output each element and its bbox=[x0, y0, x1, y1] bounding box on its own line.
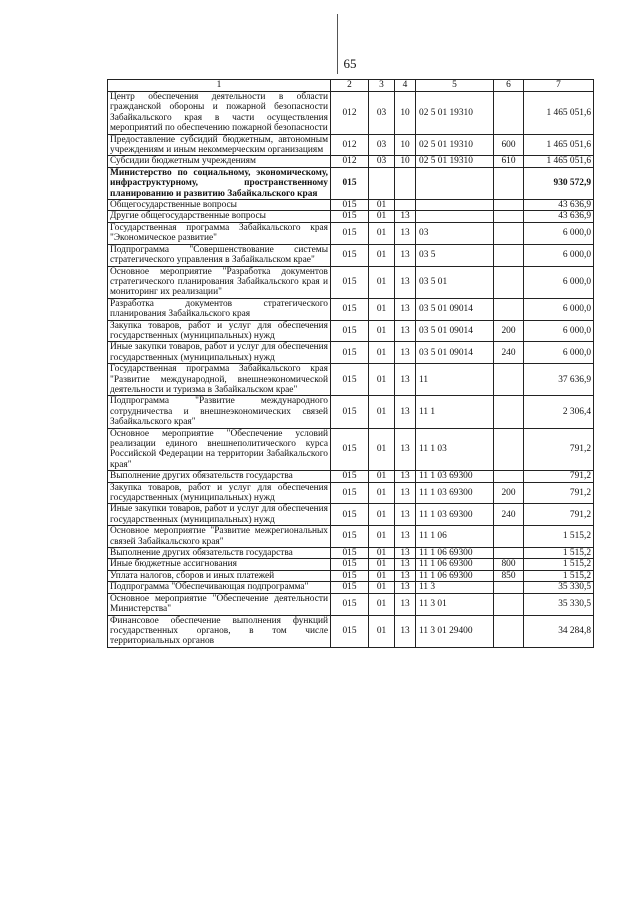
row-name-cell: Уплата налогов, сборов и иных платежей bbox=[108, 570, 331, 581]
row-grbs-cell: 015 bbox=[331, 266, 369, 298]
row-section-cell bbox=[369, 167, 395, 199]
row-subsection-cell bbox=[395, 167, 416, 199]
table-row bbox=[108, 92, 594, 135]
row-expense-type-cell bbox=[494, 92, 524, 135]
row-subsection-cell: 13 bbox=[395, 244, 416, 266]
row-section-cell: 01 bbox=[369, 526, 395, 548]
row-subsection-cell: 13 bbox=[395, 428, 416, 471]
row-section-cell: 01 bbox=[369, 593, 395, 615]
row-amount-cell: 1 465 051,6 bbox=[524, 92, 594, 135]
row-amount-cell: 791,2 bbox=[524, 428, 594, 471]
row-amount-cell: 6 000,0 bbox=[524, 266, 594, 298]
row-target-article-cell: 03 5 01 bbox=[416, 266, 494, 298]
row-target-article-cell: 03 5 bbox=[416, 244, 494, 266]
table-row bbox=[108, 570, 594, 581]
row-name-cell: Закупка товаров, работ и услуг для обеспечения государственных (муниципальных) нужд bbox=[108, 320, 331, 342]
row-expense-type-cell bbox=[494, 548, 524, 559]
row-amount-cell: 2 306,4 bbox=[524, 396, 594, 428]
row-name-cell: Другие общегосударственные вопросы bbox=[108, 211, 331, 222]
table-row bbox=[108, 615, 594, 647]
row-section-cell: 01 bbox=[369, 342, 395, 364]
row-expense-type-cell: 800 bbox=[494, 559, 524, 570]
row-grbs-cell: 015 bbox=[331, 428, 369, 471]
row-target-article-cell: 11 1 06 69300 bbox=[416, 548, 494, 559]
page-number: 65 bbox=[343, 56, 357, 71]
row-target-article-cell: 02 5 01 19310 bbox=[416, 156, 494, 167]
table-row bbox=[108, 548, 594, 559]
row-expense-type-cell bbox=[494, 615, 524, 647]
row-target-article-cell bbox=[416, 211, 494, 222]
row-name-cell: Основное мероприятие "Обеспечение деятельности Министерства" bbox=[108, 593, 331, 615]
header-row bbox=[108, 80, 594, 92]
row-amount-cell: 6 000,0 bbox=[524, 298, 594, 320]
row-subsection-cell: 13 bbox=[395, 298, 416, 320]
row-grbs-cell: 015 bbox=[331, 615, 369, 647]
row-section-cell: 01 bbox=[369, 396, 395, 428]
row-target-article-cell: 11 1 bbox=[416, 396, 494, 428]
row-amount-cell: 43 636,9 bbox=[524, 211, 594, 222]
table-row bbox=[108, 428, 594, 471]
row-grbs-cell: 015 bbox=[331, 582, 369, 593]
row-target-article-cell: 03 5 01 09014 bbox=[416, 342, 494, 364]
header-cell-5: 5 bbox=[416, 80, 494, 92]
row-amount-cell: 1 465 051,6 bbox=[524, 134, 594, 156]
row-subsection-cell: 13 bbox=[395, 320, 416, 342]
row-grbs-cell: 015 bbox=[331, 200, 369, 211]
row-subsection-cell: 13 bbox=[395, 504, 416, 526]
row-amount-cell: 1 515,2 bbox=[524, 526, 594, 548]
row-expense-type-cell: 850 bbox=[494, 570, 524, 581]
row-name-cell: Субсидии бюджетным учреждениям bbox=[108, 156, 331, 167]
row-section-cell: 01 bbox=[369, 615, 395, 647]
row-expense-type-cell bbox=[494, 244, 524, 266]
row-section-cell: 03 bbox=[369, 92, 395, 135]
row-name-cell: Иные закупки товаров, работ и услуг для обеспечения государственных (муниципальных) нужд bbox=[108, 342, 331, 364]
row-section-cell: 01 bbox=[369, 200, 395, 211]
row-section-cell: 01 bbox=[369, 211, 395, 222]
row-amount-cell: 34 284,8 bbox=[524, 615, 594, 647]
row-target-article-cell: 03 5 01 09014 bbox=[416, 320, 494, 342]
table-row bbox=[108, 593, 594, 615]
row-target-article-cell: 11 1 03 69300 bbox=[416, 471, 494, 482]
row-name-cell: Основное мероприятие "Обеспечение условий реализации единого внешнеполитического курса Российской Федерации на территории Забайкальского края" bbox=[108, 428, 331, 471]
row-subsection-cell: 13 bbox=[395, 266, 416, 298]
row-expense-type-cell: 600 bbox=[494, 134, 524, 156]
row-subsection-cell: 10 bbox=[395, 134, 416, 156]
budget-table bbox=[107, 79, 594, 648]
row-grbs-cell: 012 bbox=[331, 156, 369, 167]
header-cell-2: 2 bbox=[331, 80, 369, 92]
row-subsection-cell: 10 bbox=[395, 92, 416, 135]
row-expense-type-cell bbox=[494, 428, 524, 471]
row-grbs-cell: 015 bbox=[331, 526, 369, 548]
row-name-cell: Закупка товаров, работ и услуг для обеспечения государственных (муниципальных) нужд bbox=[108, 482, 331, 504]
row-amount-cell: 43 636,9 bbox=[524, 200, 594, 211]
table-row bbox=[108, 482, 594, 504]
row-name-cell: Подпрограмма "Обеспечивающая подпрограмма" bbox=[108, 582, 331, 593]
row-section-cell: 01 bbox=[369, 582, 395, 593]
header-cell-7: 7 bbox=[524, 80, 594, 92]
row-name-cell: Министерство по социальному, экономическому, инфраструктурному, пространственному планированию и развитию Забайкальского края bbox=[108, 167, 331, 199]
table-row bbox=[108, 222, 594, 244]
row-section-cell: 01 bbox=[369, 222, 395, 244]
row-section-cell: 03 bbox=[369, 134, 395, 156]
row-grbs-cell: 015 bbox=[331, 298, 369, 320]
row-grbs-cell: 015 bbox=[331, 504, 369, 526]
row-target-article-cell: 03 5 01 09014 bbox=[416, 298, 494, 320]
row-subsection-cell: 13 bbox=[395, 211, 416, 222]
table-row bbox=[108, 320, 594, 342]
row-grbs-cell: 015 bbox=[331, 471, 369, 482]
row-grbs-cell: 012 bbox=[331, 134, 369, 156]
row-subsection-cell: 13 bbox=[395, 593, 416, 615]
row-section-cell: 01 bbox=[369, 559, 395, 570]
row-expense-type-cell bbox=[494, 471, 524, 482]
row-amount-cell: 35 330,5 bbox=[524, 582, 594, 593]
row-expense-type-cell bbox=[494, 167, 524, 199]
row-target-article-cell: 11 1 06 bbox=[416, 526, 494, 548]
row-target-article-cell bbox=[416, 200, 494, 211]
row-name-cell: Выполнение других обязательств государства bbox=[108, 471, 331, 482]
header-cell-1: 1 bbox=[108, 80, 331, 92]
row-expense-type-cell: 610 bbox=[494, 156, 524, 167]
row-grbs-cell: 015 bbox=[331, 559, 369, 570]
row-grbs-cell: 015 bbox=[331, 482, 369, 504]
row-target-article-cell: 11 1 06 69300 bbox=[416, 559, 494, 570]
row-expense-type-cell: 200 bbox=[494, 320, 524, 342]
table-row bbox=[108, 156, 594, 167]
row-target-article-cell: 11 1 03 69300 bbox=[416, 482, 494, 504]
row-expense-type-cell bbox=[494, 222, 524, 244]
row-amount-cell: 1 515,2 bbox=[524, 570, 594, 581]
row-subsection-cell: 13 bbox=[395, 222, 416, 244]
row-subsection-cell: 13 bbox=[395, 342, 416, 364]
row-expense-type-cell bbox=[494, 298, 524, 320]
row-target-article-cell: 11 bbox=[416, 364, 494, 396]
row-target-article-cell: 02 5 01 19310 bbox=[416, 134, 494, 156]
row-name-cell: Подпрограмма "Развитие международного сотрудничества и внешнеэкономических связей Забайкальского края" bbox=[108, 396, 331, 428]
row-expense-type-cell bbox=[494, 396, 524, 428]
row-subsection-cell: 13 bbox=[395, 615, 416, 647]
row-target-article-cell: 03 bbox=[416, 222, 494, 244]
row-section-cell: 01 bbox=[369, 570, 395, 581]
row-amount-cell: 791,2 bbox=[524, 504, 594, 526]
row-section-cell: 01 bbox=[369, 482, 395, 504]
row-name-cell: Подпрограмма "Совершенствование системы стратегического управления в Забайкальском крае" bbox=[108, 244, 331, 266]
row-amount-cell: 1 465 051,6 bbox=[524, 156, 594, 167]
row-name-cell: Государственная программа Забайкальского края "Развитие международной, внешнеэкономической деятельности и туризма в Забайкальском крае" bbox=[108, 364, 331, 396]
row-amount-cell: 6 000,0 bbox=[524, 222, 594, 244]
row-amount-cell: 1 515,2 bbox=[524, 548, 594, 559]
row-grbs-cell: 015 bbox=[331, 570, 369, 581]
row-grbs-cell: 015 bbox=[331, 222, 369, 244]
row-expense-type-cell: 240 bbox=[494, 504, 524, 526]
row-subsection-cell: 13 bbox=[395, 582, 416, 593]
row-name-cell: Общегосударственные вопросы bbox=[108, 200, 331, 211]
row-amount-cell: 930 572,9 bbox=[524, 167, 594, 199]
table-row bbox=[108, 504, 594, 526]
row-subsection-cell bbox=[395, 200, 416, 211]
row-grbs-cell: 015 bbox=[331, 593, 369, 615]
row-subsection-cell: 13 bbox=[395, 526, 416, 548]
row-grbs-cell: 015 bbox=[331, 342, 369, 364]
row-grbs-cell: 015 bbox=[331, 211, 369, 222]
row-target-article-cell: 11 3 01 29400 bbox=[416, 615, 494, 647]
header-cell-3: 3 bbox=[369, 80, 395, 92]
row-grbs-cell: 015 bbox=[331, 548, 369, 559]
row-name-cell: Основное мероприятие "Развитие межрегиональных связей Забайкальского края" bbox=[108, 526, 331, 548]
row-target-article-cell bbox=[416, 167, 494, 199]
row-expense-type-cell: 240 bbox=[494, 342, 524, 364]
table-row bbox=[108, 559, 594, 570]
row-expense-type-cell bbox=[494, 364, 524, 396]
table-row bbox=[108, 134, 594, 156]
row-grbs-cell: 015 bbox=[331, 320, 369, 342]
row-section-cell: 01 bbox=[369, 244, 395, 266]
row-amount-cell: 791,2 bbox=[524, 471, 594, 482]
row-subsection-cell: 13 bbox=[395, 396, 416, 428]
table-row bbox=[108, 298, 594, 320]
row-expense-type-cell bbox=[494, 211, 524, 222]
table-row bbox=[108, 582, 594, 593]
row-amount-cell: 6 000,0 bbox=[524, 320, 594, 342]
row-target-article-cell: 11 3 bbox=[416, 582, 494, 593]
table-row bbox=[108, 244, 594, 266]
row-name-cell: Финансовое обеспечение выполнения функций государственных органов, в том числе территориальных органов bbox=[108, 615, 331, 647]
row-amount-cell: 35 330,5 bbox=[524, 593, 594, 615]
row-subsection-cell: 10 bbox=[395, 156, 416, 167]
row-section-cell: 01 bbox=[369, 364, 395, 396]
row-target-article-cell: 02 5 01 19310 bbox=[416, 92, 494, 135]
table-row bbox=[108, 342, 594, 364]
row-expense-type-cell bbox=[494, 200, 524, 211]
row-name-cell: Центр обеспечения деятельности в области гражданской обороны и пожарной безопасности Забайкальского края в части осуществления мероприятий по обеспечению пожарной безопасности bbox=[108, 92, 331, 135]
header-cell-6: 6 bbox=[494, 80, 524, 92]
row-section-cell: 01 bbox=[369, 428, 395, 471]
row-name-cell: Предоставление субсидий бюджетным, автономным учреждениям и иным некоммерческим организациям bbox=[108, 134, 331, 156]
row-target-article-cell: 11 3 01 bbox=[416, 593, 494, 615]
table-row bbox=[108, 266, 594, 298]
row-name-cell: Разработка документов стратегического планирования Забайкальского края bbox=[108, 298, 331, 320]
row-name-cell: Государственная программа Забайкальского края "Экономическое развитие" bbox=[108, 222, 331, 244]
row-grbs-cell: 015 bbox=[331, 167, 369, 199]
row-name-cell: Выполнение других обязательств государства bbox=[108, 548, 331, 559]
row-grbs-cell: 015 bbox=[331, 364, 369, 396]
row-subsection-cell: 13 bbox=[395, 570, 416, 581]
row-name-cell: Иные закупки товаров, работ и услуг для обеспечения государственных (муниципальных) нужд bbox=[108, 504, 331, 526]
row-grbs-cell: 015 bbox=[331, 244, 369, 266]
budget-table-body bbox=[108, 80, 594, 648]
row-target-article-cell: 11 1 03 69300 bbox=[416, 504, 494, 526]
row-amount-cell: 1 515,2 bbox=[524, 559, 594, 570]
header-cell-4: 4 bbox=[395, 80, 416, 92]
table-row bbox=[108, 167, 594, 199]
table-row bbox=[108, 396, 594, 428]
table-row bbox=[108, 471, 594, 482]
row-subsection-cell: 13 bbox=[395, 559, 416, 570]
row-target-article-cell: 11 1 03 bbox=[416, 428, 494, 471]
row-amount-cell: 37 636,9 bbox=[524, 364, 594, 396]
row-grbs-cell: 015 bbox=[331, 396, 369, 428]
row-section-cell: 01 bbox=[369, 266, 395, 298]
row-name-cell: Основное мероприятие "Разработка документов стратегического планирования Забайкальского края и мониторинг их реализации" bbox=[108, 266, 331, 298]
table-row bbox=[108, 211, 594, 222]
row-grbs-cell: 012 bbox=[331, 92, 369, 135]
table-row bbox=[108, 526, 594, 548]
row-subsection-cell: 13 bbox=[395, 548, 416, 559]
row-section-cell: 01 bbox=[369, 298, 395, 320]
row-section-cell: 01 bbox=[369, 504, 395, 526]
row-amount-cell: 6 000,0 bbox=[524, 342, 594, 364]
row-expense-type-cell bbox=[494, 582, 524, 593]
row-target-article-cell: 11 1 06 69300 bbox=[416, 570, 494, 581]
row-expense-type-cell bbox=[494, 266, 524, 298]
row-expense-type-cell bbox=[494, 526, 524, 548]
row-subsection-cell: 13 bbox=[395, 364, 416, 396]
table-row bbox=[108, 200, 594, 211]
row-section-cell: 01 bbox=[369, 471, 395, 482]
row-section-cell: 03 bbox=[369, 156, 395, 167]
table-row bbox=[108, 364, 594, 396]
row-section-cell: 01 bbox=[369, 548, 395, 559]
row-name-cell: Иные бюджетные ассигнования bbox=[108, 559, 331, 570]
row-expense-type-cell: 200 bbox=[494, 482, 524, 504]
row-subsection-cell: 13 bbox=[395, 471, 416, 482]
row-subsection-cell: 13 bbox=[395, 482, 416, 504]
row-amount-cell: 6 000,0 bbox=[524, 244, 594, 266]
row-expense-type-cell bbox=[494, 593, 524, 615]
row-section-cell: 01 bbox=[369, 320, 395, 342]
row-amount-cell: 791,2 bbox=[524, 482, 594, 504]
